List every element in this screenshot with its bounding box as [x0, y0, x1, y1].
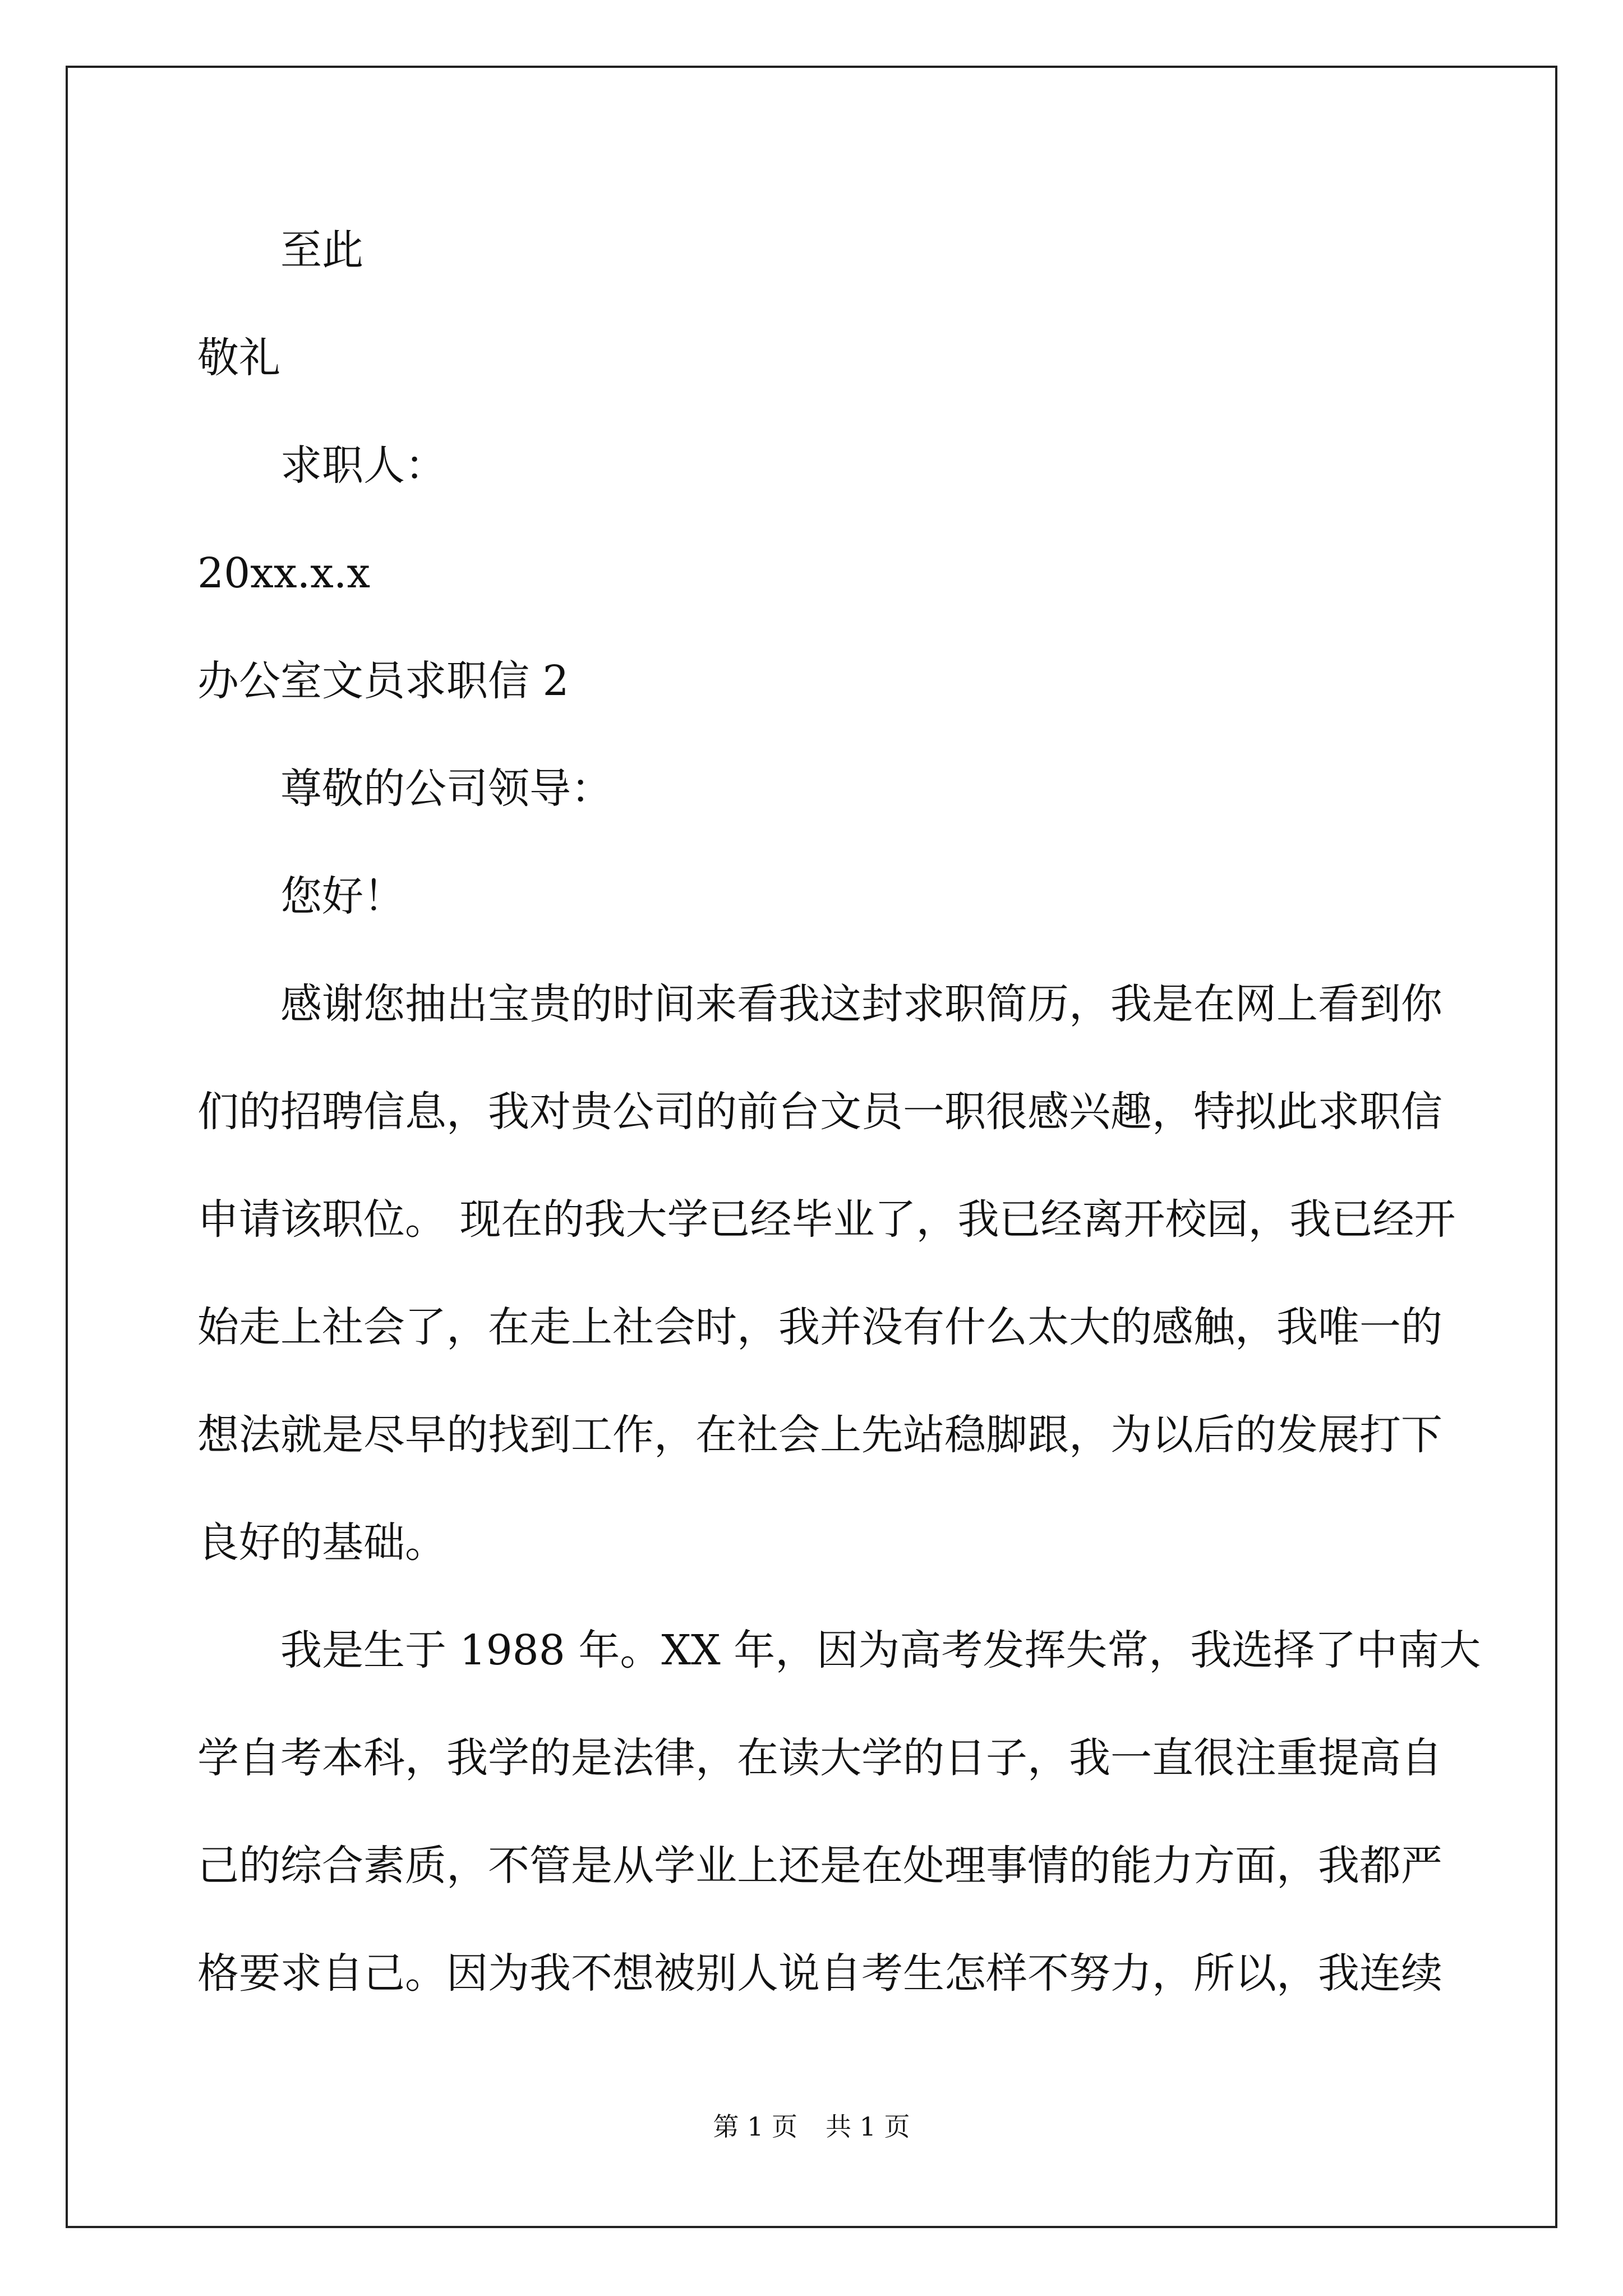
page-current: 第 1 页 [713, 2111, 797, 2142]
paragraph-line: 己的综合素质，不管是从学业上还是在处理事情的能力方面，我都严 [197, 1842, 1442, 1890]
salutation-line: 敬礼 [197, 334, 280, 382]
paragraph-line: 良好的基础。 [197, 1519, 446, 1567]
letter-title: 办公室文员求职信 2 [197, 657, 569, 705]
page-border [66, 66, 1557, 2228]
date-line: 20xx.x.x [197, 549, 371, 597]
paragraph-line: 申请该职位。 现在的我大学已经毕业了，我已经离开校园，我已经开 [197, 1195, 1456, 1244]
paragraph-line: 感谢您抽出宝贵的时间来看我这封求职简历，我是在网上看到你 [280, 980, 1442, 1028]
paragraph-line: 我是生于 1988 年。XX 年，因为高考发挥失常，我选择了中南大 [280, 1626, 1481, 1674]
hello-line: 您好！ [280, 872, 405, 921]
paragraph-line: 格要求自己。因为我不想被别人说自考生怎样不努力，所以，我连续 [197, 1949, 1442, 1998]
greeting-line: 尊敬的公司领导： [280, 765, 612, 813]
page-total: 共 1 页 [826, 2111, 910, 2142]
paragraph-line: 们的招聘信息，我对贵公司的前台文员一职很感兴趣，特拟此求职信 [197, 1088, 1442, 1136]
applicant-line: 求职人： [280, 441, 446, 490]
paragraph-line: 始走上社会了，在走上社会时，我并没有什么太大的感触，我唯一的 [197, 1303, 1442, 1351]
paragraph-line: 学自考本科，我学的是法律，在读大学的日子，我一直很注重提高自 [197, 1734, 1442, 1782]
page-footer [0, 2106, 1623, 2143]
closing-line: 至此 [280, 226, 363, 274]
paragraph-line: 想法就是尽早的找到工作，在社会上先站稳脚跟，为以后的发展打下 [197, 1411, 1442, 1459]
